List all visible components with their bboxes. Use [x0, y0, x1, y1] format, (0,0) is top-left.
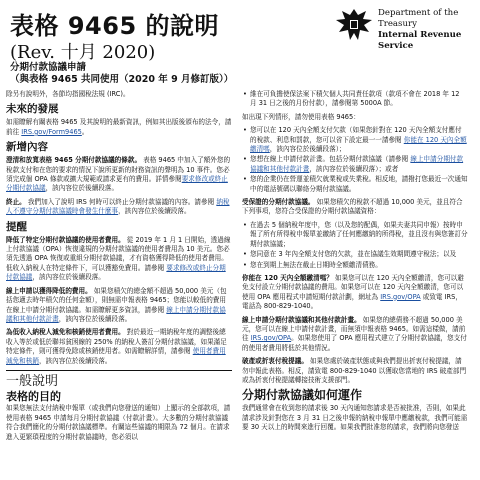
reminder-paragraph-1: 降低了特定分期付款協議的使用者費用。 從 2019 年 1 月 1 日開始，透過線上付款協議（OPA）恢復違規的分期付款協議的使用者費用為 10 美元。您必須先透過 OPA 恢復或重組分期付款協議，才有資格獲得降低的使用者費用。低收入納稅人在特定條件下，可以獲豁免費用。請參閱 要求修改或終止分期付款協議，該內容位於後續段落。: [6, 235, 231, 282]
whats-new-heading: 新增內容: [6, 141, 48, 154]
list-item: • 您同意在 3 年內全額支付您的欠款，並在協議生效期間遵守稅法；以及: [250, 250, 468, 259]
document-title: 表格 9465 的說明: [10, 12, 220, 40]
intro-text: 除另有說明外，各節均指國稅法規 (IRC)。: [6, 90, 130, 98]
user-fee-waiver-link[interactable]: 使用者費用減免和核銷: [6, 347, 226, 365]
whats-new-paragraph-1: 澄清和放寬表格 9465 分期付款協議的條款。 表格 9465 中加入了額外您的稅款支付和在您的要求的情況下說所更新的財務資訊的聲明為 10 事件。您必須完成個 OPA 條款或擴大規範或請求更有的費用。詳情參閱要求修改或終止分期付款協議，該內容位於後續段落。: [6, 156, 231, 193]
list-item: • 您的企業仍在營運並積欠就業稅或失業稅。相反地，請撥打您最近一次通知中的電話號碼以聯絡分期付款協議。: [250, 175, 468, 194]
agency-line-1: Department of the: [378, 8, 459, 18]
purpose-of-form-text: 如果您無法支付納稅申報單（或我們向您發送的通知）上顯示的全部款項，請使用表格 9465 申請每月分期付款協議（付款計畫）。大多數的分期付款協議符合我們簡化的分期付款協議標準。有關這些協議的期限為 72 個月。在請求進入更繁瑣程度的分期付款協議時，您必須以: [6, 404, 231, 441]
left-column: [6, 90, 232, 480]
agency-line-3: Internal Revenue Service: [378, 30, 462, 51]
bullet-list-3: [242, 221, 468, 270]
online-payment-plan-link[interactable]: 線上申請分期付款協議和其他付款計畫: [6, 305, 226, 323]
reminders-heading: 提醒: [6, 220, 27, 233]
modify-agreement-link[interactable]: 要求修改或終止分期付款協議: [6, 175, 228, 193]
whats-new-paragraph-2: 終止。 我們加入了說明 IRS 何時可以終止分期付款協議的內容。請參閱 納稅人不遵守分期付款協議時會發生什麼事，該內容位於後續段落。: [6, 197, 230, 216]
list-item: • 在過去 5 個納稅年度中，您（以及您的配偶，如果夫妻共同申報）按時申報了所有所得稅申報單並繳納了任何應繳納的所得稅，並且沒有與您簽訂分期付款協議；: [250, 221, 468, 249]
irs-opa-link[interactable]: IRS.gov/OPA: [380, 292, 421, 301]
irs-agency-name: [378, 8, 474, 52]
list-item: • 您可以在 120 天內全額支付欠款（如果您針對在 120 天內全額支付應付的稅款、利息和罰款，您可以省下設定最一一請參閱 你能在 120 天內全額繳清嗎，該內容位於後續段落）；: [250, 126, 468, 154]
irs-eagle-logo-icon: [333, 6, 375, 46]
subtitle-line-2: （與表格 9465 共同使用（2020 年 9 月修訂版））: [10, 74, 234, 85]
modify-agreement-link-2[interactable]: 要求修改或終止分期付款協議: [6, 263, 226, 282]
purpose-of-form-heading: 表格的目的: [6, 389, 61, 403]
reminder-paragraph-2: 線上申請以獲得降低的費用。 如果您積欠的總金額不超過 50,000 美元（包括您適去時年積欠的任何金額），則無需申報表格 9465；您能以較低的費用在線上申請分期付款協議。如需瞭解更多資訊，請參閱 線上申請分期付款協議和其他付款計畫，該內容位於後續段落。: [6, 286, 227, 323]
noncompliance-link[interactable]: 納稅人不遵守分期付款協議時會發生什麼事: [6, 197, 230, 216]
right-column: [242, 90, 468, 480]
subtitle-line-1: 分期付款協議申請: [10, 62, 87, 73]
document-subtitle: [10, 62, 233, 86]
future-developments-text: 如需瞭解有關表格 9465 及其說明的最新資訊，例如其出版後頒布的法令，請前往 IRS.gov/Form9465。: [6, 118, 232, 136]
bullet-list-2: [242, 126, 468, 194]
form9465-link[interactable]: IRS.gov/Form9465: [21, 127, 82, 136]
list-item: • 您在到期上無法在截止日期時全額繳清債務。: [250, 261, 468, 270]
agency-line-2: Treasury: [378, 19, 417, 29]
revision-date: (Rev. 十月 2020): [10, 42, 156, 63]
bullet-list-1: [242, 90, 468, 109]
future-developments-heading: 未來的發展: [6, 103, 59, 116]
how-agreement-works-text: 我們通常會在收到您的請求後 30 天內通知您請求是否被批准，否則，如果此請求涉及針對您在 3 月 31 日之後申報的納稅申報單中應繳稅款，我們可能需要 30 天以上的時間來進行回覆。如果我們批准您的請求，我們將向您發送: [242, 404, 468, 432]
reminder-paragraph-3: 為低收入納稅人減免和核銷使用者費用。 對於最近一期納稅年度的調整後總收入等於或低於聯邦貧困線的 250% 的納稅人簽訂分期付款協議，如果滿足特定條件，則可獲得免除或核銷使用者。如需瞭解詳情，請參閱 使用者費用減免和核銷，該內容位於後續段落。: [6, 328, 227, 365]
list-item: • 維在可負擔使保法案下積欠個人共同責任款項（款項不會在 2018 年 12 月 31 日之後的月份付款），請參閱第 5000A 節。: [250, 90, 468, 109]
how-agreement-works-heading: 分期付款協議如何運作: [242, 388, 363, 403]
list-item: • 您想在線上申請付款計畫。包括分期付款協議（請參閱 線上申請分期付款協議和其他付款計畫，該內容位於後續段落）；或者: [250, 155, 468, 174]
online-payment-plan-link-2[interactable]: 線上申請分期付款協議和其他付款計畫: [250, 155, 464, 173]
guaranteed-agreement-paragraph: 受保證的分期付款協議。 如果您積欠的稅款不超過 10,000 美元，並且符合下列事項，您符合受保證的分期付款協議資格：: [242, 198, 463, 216]
bankruptcy-paragraph: 破產或折衷付稅提議。 如果您處於破產狀態或與我們提出折衷付稅提議，請勿申報此表格。相反，請致電 800-829-1040 以獲取您當地的 IRS 破產部門或為折衷付稅提議轉接技術支援部門。: [242, 357, 467, 384]
irs-opa-link-2[interactable]: IRS.gov/OPA: [250, 334, 292, 343]
pay-in-120-days-link[interactable]: 你能在 120 天內全額繳清嗎: [250, 135, 467, 154]
pay-in-120-days-paragraph: 你能在 120 天內全額繳清嗎？ 如果您可以在 120 天內全額繳清，您可以避免支付設立分期付款協議的費用。如果您可以在 120 天內全額繳清，您可以使用 OPA 應用程式申請短期付款計劃，網址為 IRS.gov/OPA 或致電 IRS，電話為 800-829-1040。: [242, 273, 464, 311]
general-instructions-heading: 一般說明: [6, 370, 232, 389]
do-not-use-intro: 如出現下列情形，請勿使用表格 9465：: [242, 112, 360, 121]
apply-online-paragraph: 線上申請分期付款協議和其他付款計畫。 如果您的總債務不超過 50,000 美元，您可以在線上申請付款計畫，而無須申報表格 9465。如需這樣做，請前往 IRS.gov/OPA。如果您使用了 OPA 應用程式建立了分期付款協議，您支付的使用者費用將低於其他情況。: [242, 315, 467, 352]
